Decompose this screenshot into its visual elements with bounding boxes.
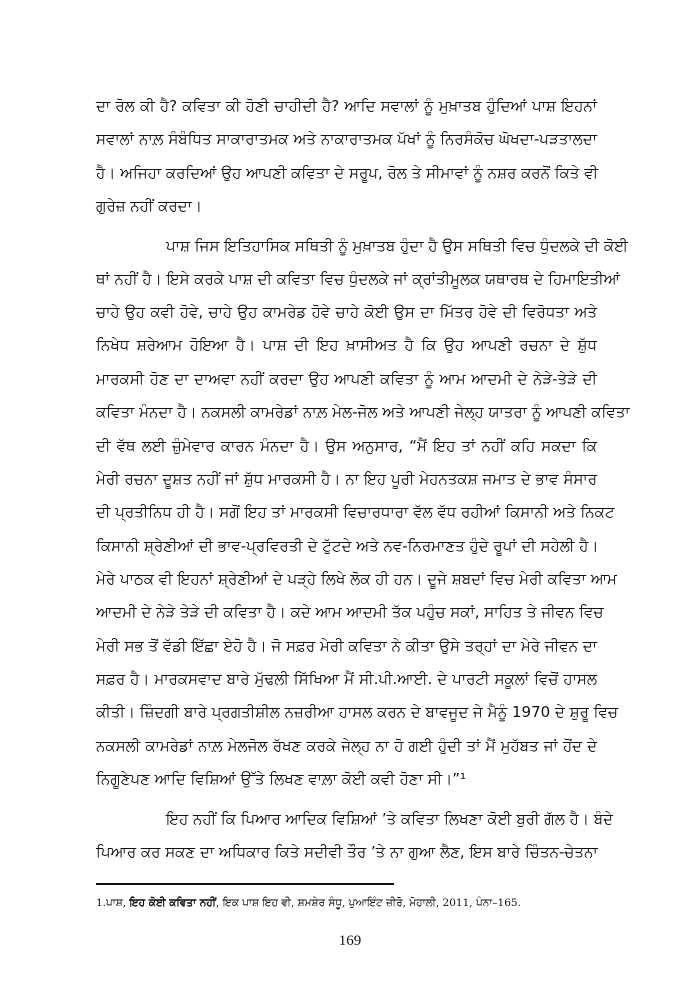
body-line: ਮੇਰੀ ਰਚਨਾ ਦੂਸ਼ਤ ਨਹੀਂ ਜਾਂ ਸ਼ੁੱਧ ਮਾਰਕਸੀ ਹੈ। ਨਾ ਇਹ ਪੂਰੀ ਮੇਹਨਤਕਸ਼ ਜਮਾਤ ਦੇ ਭਾਵ ਸੰਸਾਰ [96, 470, 597, 488]
body-line: ਕਵਿਤਾ ਮੰਨਦਾ ਹੈ। ਨਕਸਲੀ ਕਾਮਰੇਡਾਂ ਨਾਲ਼ ਮੇਲ-ਜੋਲ ਅਤੇ ਆਪਣੀ ਜੇਲ੍ਹ ਯਾਤਰਾ ਨੂੰ ਆਪਣੀ ਕਵਿਤਾ [96, 403, 630, 421]
body-line: ਦੀ ਵੱਥ ਲਈ ਜ਼ੁੰਮੇਵਾਰ ਕਾਰਨ ਮੰਨਦਾ ਹੈ। ਉਸ ਅਨੁਸਾਰ, “ਮੈਂ ਇਹ ਤਾਂ ਨਹੀਂ ਕਹਿ ਸਕਦਾ ਕਿ [96, 437, 597, 455]
body-line: ਗੁਰੇਜ਼ ਨਹੀਂ ਕਰਦਾ। [96, 197, 203, 215]
body-line: ਨਿਗੂਣੇਪਣ ਆਦਿ ਵਿਸ਼ਿਆਂ ਉੱਤੇ ਲਿਖਣ ਵਾਲ਼ਾ ਕੋਈ ਕਵੀ ਹੋਣਾ ਸੀ।”¹ [96, 770, 467, 788]
body-line: ਮਾਰਕਸੀ ਹੋਣ ਦਾ ਦਾਅਵਾ ਨਹੀਂ ਕਰਦਾ ਉਹ ਆਪਣੀ ਕਵਿਤਾ ਨੂੰ ਆਮ ਆਦਮੀ ਦੇ ਨੇੜੇ-ਤੇੜੇ ਦੀ [96, 370, 597, 388]
footnote-citation: , ਇਕ ਪਾਸ਼ ਇਹ ਵੀ, ਸ਼ਮਸ਼ੇਰ ਸੰਧੂ, ਪੁਆਇੰਟ ਜ਼ੀਰੋ, ਮੋਹਾਲੀ, 2011, ਪੰਨਾ–165. [215, 897, 521, 909]
body-line: ਹੈ। ਅਜਿਹਾ ਕਰਦਿਆਂ ਉਹ ਆਪਣੀ ਕਵਿਤਾ ਦੇ ਸਰੂਪ, ਰੋਲ ਤੇ ਸੀਮਾਵਾਂ ਨੂੰ ਨਸ਼ਰ ਕਰਨੋਂ ਕਿਤੇ ਵੀ [96, 164, 599, 182]
body-line: ਕਿਸਾਨੀ ਸ਼੍ਰੇਣੀਆਂ ਦੀ ਭਾਵ-ਪ੍ਰਵਿਰਤੀ ਦੇ ਟੁੱਟਦੇ ਅਤੇ ਨਵ-ਨਿਰਮਾਣਤ ਹੁੰਦੇ ਰੂਪਾਂ ਦੀ ਸਹੇਲੀ ਹੈ। [96, 537, 599, 555]
paragraph-first-line: ਇਹ ਨਹੀਂ ਕਿ ਪਿਆਰ ਆਦਿਕ ਵਿਸ਼ਿਆਂ ’ਤੇ ਕਵਿਤਾ ਲਿਖਣਾ ਕੋਈ ਬੁਰੀ ਗੱਲ ਹੈ। ਬੰਦੇ [166, 810, 613, 828]
footnote [96, 896, 521, 910]
body-line: ਨਿਖੇਧ ਸ਼ਰੇਆਮ ਹੋਇਆ ਹੈ। ਪਾਸ਼ ਦੀ ਇਹ ਖ਼ਾਸੀਅਤ ਹੈ ਕਿ ਉਹ ਆਪਣੀ ਰਚਨਾ ਦੇ ਸ਼ੁੱਧ [96, 336, 597, 354]
body-line: ਸਵਾਲਾਂ ਨਾਲ਼ ਸੰਬੰਧਿਤ ਸਾਕਾਰਾਤਮਕ ਅਤੇ ਨਾਕਾਰਾਤਮਕ ਪੱਖਾਂ ਨੂੰ ਨਿਰਸੰਕੋਚ ਘੋਖਦਾ-ਪੜਤਾਲਦਾ [96, 130, 597, 148]
paragraph-first-line: ਪਾਸ਼ ਜਿਸ ਇਤਿਹਾਸਿਕ ਸਥਿਤੀ ਨੂੰ ਮੁਖ਼ਾਤਬ ਹੁੰਦਾ ਹੈ ਉਸ ਸਥਿਤੀ ਵਿਚ ਧੁੰਦਲਕੇ ਦੀ ਕੋਈ [166, 237, 629, 255]
footnote-title: ਇਹ ਕੋਈ ਕਵਿਤਾ ਨਹੀਂ [129, 897, 216, 909]
body-line: ਪਿਆਰ ਕਰ ਸਕਣ ਦਾ ਅਧਿਕਾਰ ਕਿਤੇ ਸਦੀਵੀ ਤੌਰ ’ਤੇ ਨਾ ਗੁਆ ਲੈਣ, ਇਸ ਬਾਰੇ ਚਿੰਤਨ-ਚੇਤਨਾ [96, 843, 598, 861]
body-line: ਮੇਰੀ ਸਭ ਤੋਂ ਵੱਡੀ ਇੱਛਾ ਏਹੋ ਹੈ। ਜੋ ਸਫ਼ਰ ਮੇਰੀ ਕਵਿਤਾ ਨੇ ਕੀਤਾ ਉਸੇ ਤਰ੍ਹਾਂ ਦਾ ਮੇਰੇ ਜੀਵਨ ਦਾ [96, 637, 597, 655]
body-line: ਮੇਰੇ ਪਾਠਕ ਵੀ ਇਹਨਾਂ ਸ਼੍ਰੇਣੀਆਂ ਦੇ ਪੜ੍ਹੇ ਲਿਖੇ ਲੋਕ ਹੀ ਹਨ। ਦੂਜੇ ਸ਼ਬਦਾਂ ਵਿਚ ਮੇਰੀ ਕਵਿਤਾ ਆਮ [96, 570, 617, 588]
footnote-prefix: 1.ਪਾਸ਼, [96, 897, 130, 909]
body-line: ਚਾਹੇ ਉਹ ਕਵੀ ਹੋਵੇ, ਚਾਹੇ ਉਹ ਕਾਮਰੇਡ ਹੋਵੇ ਚਾਹੇ ਕੋਈ ਉਸ ਦਾ ਮਿੱਤਰ ਹੋਵੇ ਦੀ ਵਿਰੋਧਤਾ ਅਤੇ [96, 303, 597, 321]
footnote-divider [96, 883, 394, 885]
body-line: ਨਕਸਲੀ ਕਾਮਰੇਡਾਂ ਨਾਲ਼ ਮੇਲਜੋਲ ਰੱਖਣ ਕਰਕੇ ਜੇਲ੍ਹ ਨਾ ਹੋ ਗਈ ਹੁੰਦੀ ਤਾਂ ਮੈਂ ਮੁਹੱਬਤ ਜਾਂ ਹੋਂਦ ਦੇ [96, 737, 597, 755]
body-line: ਦਾ ਰੋਲ ਕੀ ਹੈ? ਕਵਿਤਾ ਕੀ ਹੋਣੀ ਚਾਹੀਦੀ ਹੈ? ਆਦਿ ਸਵਾਲਾਂ ਨੂੰ ਮੁਖ਼ਾਤਬ ਹੁੰਦਿਆਂ ਪਾਸ਼ ਇਹਨਾਂ [96, 97, 597, 115]
body-line: ਦੀ ਪ੍ਰਤੀਨਿਧ ਹੀ ਹੈ। ਸਗੋਂ ਇਹ ਤਾਂ ਮਾਰਕਸੀ ਵਿਚਾਰਧਾਰਾ ਵੱਲ ਵੱਧ ਰਹੀਆਂ ਕਿਸਾਨੀ ਅਤੇ ਨਿਕਟ [96, 503, 615, 521]
body-line: ਆਦਮੀ ਦੇ ਨੇੜੇ ਤੇੜੇ ਦੀ ਕਵਿਤਾ ਹੈ। ਕਦੇ ਆਮ ਆਦਮੀ ਤੱਕ ਪਹੁੰਚ ਸਕਾਂ, ਸਾਹਿਤ ਤੇ ਜੀਵਨ ਵਿਚ [96, 603, 604, 621]
body-line: ਥਾਂ ਨਹੀਂ ਹੈ। ਇਸੇ ਕਰਕੇ ਪਾਸ਼ ਦੀ ਕਵਿਤਾ ਵਿਚ ਧੁੰਦਲਕੇ ਜਾਂ ਕ੍ਰਾਂਤੀਮੂਲਕ ਯਥਾਰਥ ਦੇ ਹਿਮਾਇਤੀਆਂ [96, 270, 620, 288]
body-line: ਕੀਤੀ। ਜ਼ਿੰਦਗੀ ਬਾਰੇ ਪ੍ਰਗਤੀਸ਼ੀਲ ਨਜ਼ਰੀਆ ਹਾਸਲ ਕਰਨ ਦੇ ਬਾਵਜੂਦ ਜੇ ਮੈਨੂੰ 1970 ਦੇ ਸ਼ੁਰੂ ਵਿਚ [96, 703, 619, 721]
body-line: ਸਫ਼ਰ ਹੈ। ਮਾਰਕਸਵਾਦ ਬਾਰੇ ਮੁੱਢਲੀ ਸਿੱਖਿਆ ਮੈਂ ਸੀ.ਪੀ.ਆਈ. ਦੇ ਪਾਰਟੀ ਸਕੂਲਾਂ ਵਿਚੋਂ ਹਾਸਲ [96, 670, 597, 688]
page-number: 169 [338, 933, 362, 949]
